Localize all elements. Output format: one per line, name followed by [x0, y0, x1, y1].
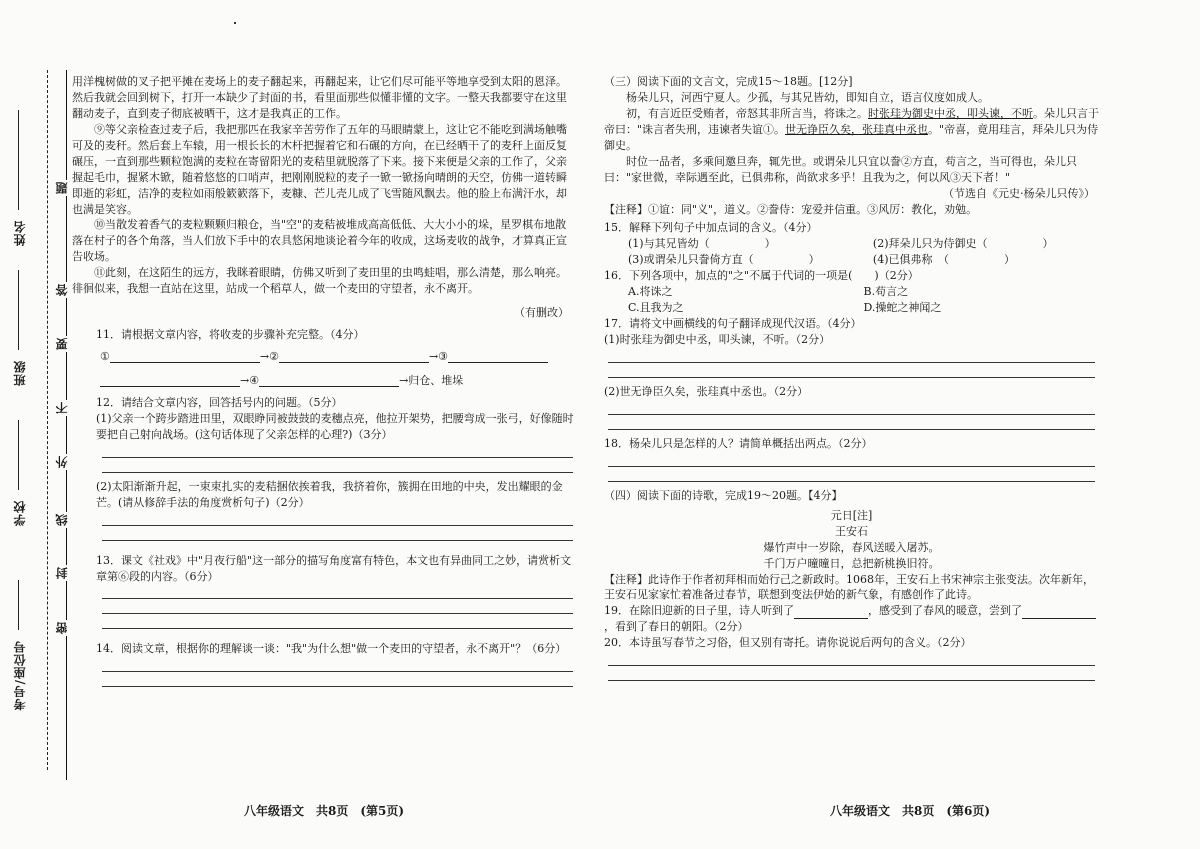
classical-paragraph: 时位一品者，多乘间邀旦奔，辄先世。或谓朵儿只宜以誊②方直，苟言之，当可得也，朵儿只曰："家世微，幸际遇至此，已俱弗称，尚欲求多乎！且我为之，何以风③天下者！" — [604, 154, 1077, 184]
passage-paragraph: ⑩当散发着香气的麦粒颗颗归粮仓，当"空"的麦秸被堆成高高低低、大大小小的垛，星罗棋布地散落在村子的各个角落，当人们放下手中的农具悠闲地谈论着今年的收成，这场麦收的战争，才算真正宣告收场。 — [72, 218, 567, 264]
question-15: 15．解释下列句子中加点词的含义。（4分） — [604, 221, 818, 235]
q15-item[interactable]: (3)或谓朵儿只誊倚方直（ ） — [628, 253, 820, 267]
page-footer-right: 八年级语文 共8页 (第6页) — [830, 804, 991, 818]
answer-line[interactable] — [102, 671, 573, 672]
seal-char: 要 — [54, 336, 71, 352]
seal-char: 答 — [54, 282, 71, 298]
classical-paragraph — [604, 106, 1099, 154]
classical-paragraph: 杨朵儿只，河西宁夏人。少孤，与其兄皆幼，即知自立，语言仪度如成人。 — [626, 90, 989, 104]
poem-line: 爆竹声中一岁除，春风送暖入屠苏。 — [763, 540, 940, 554]
flow-step-label: →④ — [240, 373, 260, 387]
page-6-column — [604, 74, 1099, 681]
q16-options — [604, 300, 1099, 316]
q19-text: 19．在除旧迎新的日子里，诗人听到了 — [604, 604, 794, 618]
answer-line[interactable] — [102, 686, 573, 687]
question-12-1: (1)父亲一个跨步踏进田里，双眼睁同被鼓鼓的麦穗点亮，他拉开架势，把腰弯成一张弓，好像随时要把自己射向战场。(这句话体现了父亲怎样的心理?)（3分） — [96, 411, 574, 441]
answer-blank[interactable] — [100, 374, 240, 387]
underlined-sentence: 时张珪为御史中丞，叩头谏，不听 — [868, 106, 1033, 120]
page-5-column — [72, 74, 577, 687]
q15-item[interactable]: (4)已俱弗称 （ ） — [872, 253, 1016, 267]
school-label: 学校 — [13, 500, 27, 526]
q19-text: ，看到了春日的朝阳。（2分） — [604, 620, 749, 634]
seal-char: 线 — [54, 512, 71, 528]
class-label: 班级 — [13, 360, 27, 386]
name-label: 姓名 — [13, 220, 27, 246]
answer-line[interactable] — [608, 414, 1095, 415]
q11-flow-2 — [72, 373, 577, 389]
passage-paragraph: ⑨等父亲检查过麦子后，我把那匹在我家辛苦劳作了五年的马眼睛蒙上，这让它不能吃到满场触嘴可及的麦秆。然后套上车辕，用一根长长的木杆把握着它和石碾的方向，在已经晒干了的麦秆上面反复碾压，一直到那些颗粒饱满的麦粒在寄留阳光的麦秸里就脱落了下来。接下来便是父亲的工作了，父亲握起毛巾，握紧木锨，随着悠悠的口哨声，把刚刚脱粒的麦子一锨一锨扬向晴朗的天空，仿佛一道转瞬即逝的彩虹，洁净的麦粒如雨般簌簌落下，麦糠、芒儿壳儿成了飞雪随风飘去。他的脸上布满汗水，却也满是笑容。 — [72, 122, 567, 216]
answer-blank[interactable] — [279, 350, 429, 363]
name-blank[interactable] — [18, 110, 19, 210]
answer-line[interactable] — [102, 457, 573, 458]
classical-text: 。朵儿只言于帝曰："诛言者失刑，违谏者失谊①。 — [604, 106, 1099, 136]
option-c[interactable]: C.且我为之 — [628, 301, 684, 315]
seat-label: 考号/座位号 — [13, 640, 27, 711]
page-footer-left: 八年级语文 共8页 (第5页) — [244, 804, 405, 818]
cut-line-dashed — [47, 70, 48, 770]
answer-line[interactable] — [608, 680, 1095, 681]
q15-row — [604, 236, 1099, 252]
q11-flow — [72, 349, 577, 365]
answer-line[interactable] — [102, 598, 573, 599]
answer-blank[interactable] — [448, 350, 548, 363]
flow-step-label: →③ — [428, 350, 449, 363]
answer-line[interactable] — [102, 613, 573, 614]
option-b[interactable]: B.苟言之 — [863, 285, 909, 299]
seal-char: 不 — [54, 400, 71, 416]
answer-line[interactable] — [608, 466, 1095, 467]
section-3-heading: （三）阅读下面的文言文，完成15～18题。[12分] — [604, 75, 853, 88]
school-blank[interactable] — [18, 420, 19, 490]
answer-blank[interactable] — [110, 350, 260, 363]
question-17-1: (1)时张珪为御史中丞，叩头谏，不听。（2分） — [604, 333, 831, 346]
question-14: 14．阅读文章，根据你的理解谈一谈："我"为什么想"做一个麦田的守望者，永不离开"？（6分） — [96, 642, 567, 656]
answer-blank[interactable] — [1022, 606, 1096, 619]
question-17-2: (2)世无诤臣久矣，张珪真中丞也。（2分） — [604, 384, 809, 398]
underlined-sentence: 世无诤臣久矣，张珪真中丞也 — [785, 122, 929, 136]
question-12-2: (2)太阳渐渐升起，一束束扎实的麦秸捆依挨着我，我挤着你，簇拥在田地的中央，发出耀眼的金芒。(请从修辞手法的角度赏析句子)（2分） — [96, 479, 563, 509]
flow-step-label: →归仓、堆垛 — [399, 373, 464, 387]
flow-step-label: ① — [100, 350, 110, 363]
seal-char: 密 — [54, 620, 71, 636]
binding-strip — [0, 0, 70, 849]
stray-dot — [234, 22, 236, 24]
flow-step-label: →② — [259, 350, 279, 363]
source-note: （有删改） — [514, 306, 569, 320]
question-19 — [604, 603, 1099, 635]
answer-blank[interactable] — [259, 374, 399, 387]
q19-text: ，感受到了春风的暖意，尝到了 — [868, 604, 1022, 618]
poem-line: 千门万户曈曈日，总把新桃换旧符。 — [763, 556, 940, 570]
question-20: 20．本诗虽写春节之习俗，但又别有寄托。请你说说后两句的含义。（2分） — [604, 636, 972, 650]
q15-item[interactable]: (1)与其兄皆幼（ ） — [628, 237, 776, 251]
question-17: 17．请将文中画横线的句子翻译成现代汉语。（4分） — [604, 317, 862, 331]
classical-text: 初，有言近臣受贿者，帝怒其非所言当，将诛之。 — [626, 106, 868, 120]
poem-title: 元日[注] — [830, 508, 873, 522]
classical-text: 。"帝喜，竟用珪言，拜朵儿只为侍御史。 — [604, 122, 1099, 152]
option-a[interactable]: A.将诛之 — [628, 285, 673, 299]
q16-options — [604, 284, 1099, 300]
q15-row — [604, 252, 1099, 268]
option-d[interactable]: D.操蛇之神闻之 — [863, 301, 942, 315]
question-11: 11．请根据文章内容，将收麦的步骤补充完整。（4分） — [96, 328, 365, 342]
question-16: 16．下列各项中，加点的"之"不属于代词的一项是( )（2分） — [604, 269, 919, 283]
poem-author: 王安石 — [835, 524, 868, 538]
passage-paragraph: 用洋槐树做的叉子把平摊在麦场上的麦子翻起来，再翻起来，让它们尽可能平等地享受到太阳的恩泽。然后我就会回到树下，打开一本缺少了封面的书，看里面那些似懂非懂的文字。一整天我都要守在这里翻动麦子，直到麦子彻底被晒干，这才是我真正的工作。 — [72, 75, 567, 120]
classical-citation: （节选自《元史·杨朵儿只传》） — [943, 186, 1095, 200]
answer-blank[interactable] — [794, 606, 868, 619]
poem-note: 【注释】此诗作于作者初拜相而始行己之新政时。1068年，王安石上书宋神宗主张变法。次年新年，王安石见家家忙着准备过春节，联想到变法伊始的新气象，有感创作了此诗。 — [604, 572, 1094, 602]
seat-blank[interactable] — [18, 580, 19, 630]
answer-line[interactable] — [102, 525, 573, 526]
answer-line[interactable] — [608, 362, 1095, 363]
seal-char: 题 — [54, 180, 71, 196]
margin-line-solid — [66, 70, 67, 780]
passage-paragraph: ⑪此刻，在这陌生的远方，我眯着眼睛，仿佛又听到了麦田里的虫鸣蛙唱，那么清楚，那么响亮。徘徊似来，我想一直站在这里，站成一个稻草人，做一个麦田的守望者，永不离开。 — [72, 266, 567, 296]
class-blank[interactable] — [18, 270, 19, 350]
q15-item[interactable]: (2)拜朵儿只为侍御史（ ） — [872, 237, 1054, 251]
seal-char: 外 — [54, 454, 71, 470]
question-12: 12．请结合文章内容，回答括号内的问题。（5分） — [96, 395, 343, 409]
seal-char: 封 — [54, 565, 71, 581]
section-4-heading: （四）阅读下面的诗歌，完成19～20题。【4分】 — [604, 488, 843, 502]
question-13: 13．课文《社戏》中"月夜行船"这一部分的描写角度富有特色，本文也有异曲同工之妙，请赏析文章第⑥段的内容。（6分） — [96, 553, 572, 583]
question-18: 18．杨朵儿只是怎样的人？请简单概括出两点。（2分） — [604, 436, 873, 450]
classical-note: 【注释】①谊：同"义"，道义。②誊侍：宠爱并信重。③风厉：教化，劝勉。 — [604, 202, 978, 216]
answer-line[interactable] — [608, 665, 1095, 666]
